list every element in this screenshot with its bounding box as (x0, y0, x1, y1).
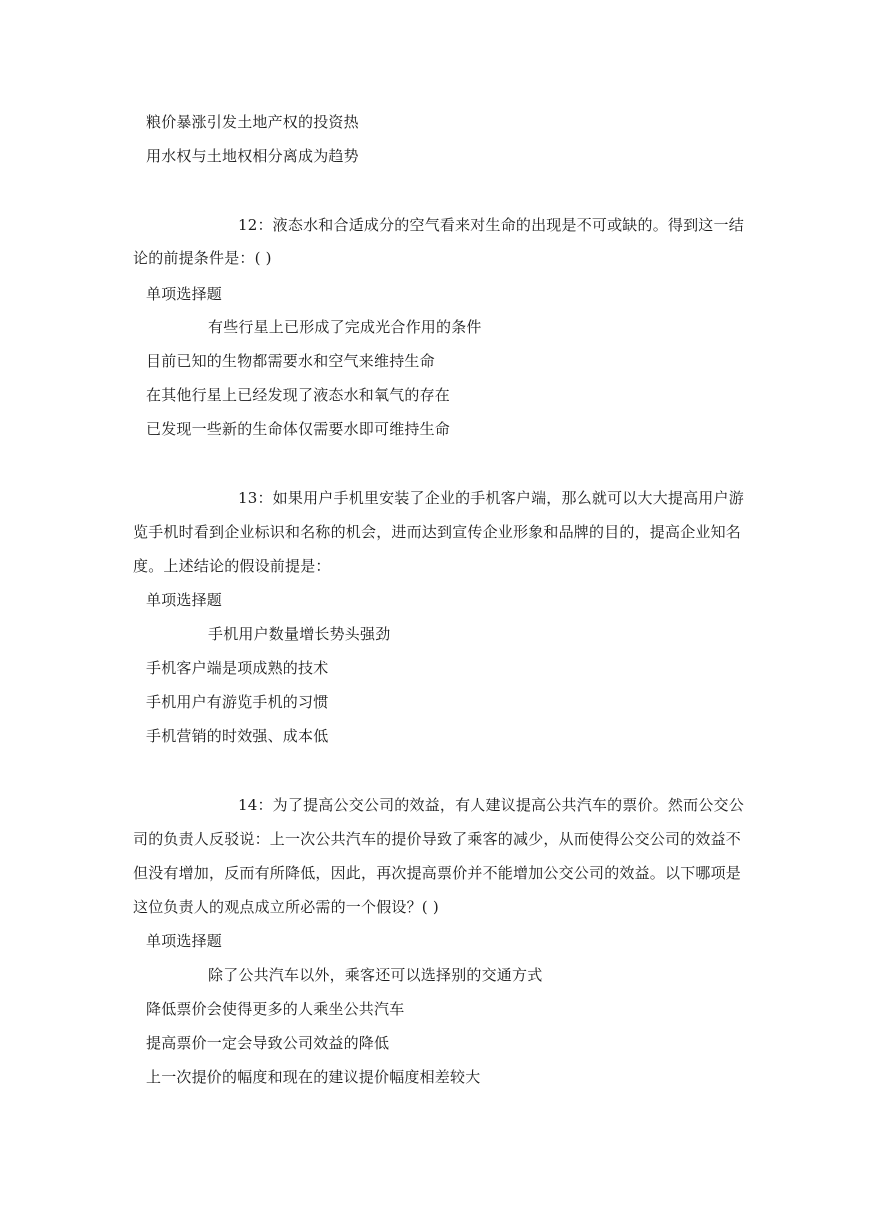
question-14-option-3: 提高票价一定会导致公司效益的降低 (146, 1034, 390, 1052)
question-14-option-4: 上一次提价的幅度和现在的建议提价幅度相差较大 (146, 1068, 481, 1086)
question-12-type: 单项选择题 (146, 285, 223, 303)
question-13-stem-line-1: 13：如果用户手机里安装了企业的手机客户端，那么就可以大大提高用户游 (238, 489, 744, 507)
question-12-option-1: 有些行星上已形成了完成光合作用的条件 (208, 318, 482, 336)
question-14-type: 单项选择题 (146, 932, 223, 950)
question-12-stem-line-1: 12：液态水和合适成分的空气看来对生命的出现是不可或缺的。得到这一结 (238, 216, 744, 234)
question-14-stem-line-1: 14：为了提高公交公司的效益，有人建议提高公共汽车的票价。然而公交公 (238, 796, 744, 814)
prev-option-2: 用水权与土地权相分离成为趋势 (146, 147, 359, 165)
question-13-stem-line-3: 度。上述结论的假设前提是： (133, 557, 331, 575)
question-12-option-2: 目前已知的生物都需要水和空气来维持生命 (146, 352, 435, 370)
prev-option-1: 粮价暴涨引发土地产权的投资热 (146, 113, 359, 131)
question-14-stem-line-2: 司的负责人反驳说：上一次公共汽车的提价导致了乘客的减少，从而使得公交公司的效益不 (133, 830, 742, 848)
question-14-option-2: 降低票价会使得更多的人乘坐公共汽车 (146, 1000, 405, 1018)
question-12-option-4: 已发现一些新的生命体仅需要水即可维持生命 (146, 420, 451, 438)
question-13-option-3: 手机用户有游览手机的习惯 (146, 693, 329, 711)
question-12-stem-line-2: 论的前提条件是：( ) (133, 249, 272, 267)
question-13-stem-line-2: 览手机时看到企业标识和名称的机会，进而达到宣传企业形象和品牌的目的，提高企业知名 (133, 523, 742, 541)
question-14-stem-line-4: 这位负责人的观点成立所必需的一个假设？( ) (133, 898, 439, 916)
question-13-option-2: 手机客户端是项成熟的技术 (146, 659, 329, 677)
question-13-option-1: 手机用户数量增长势头强劲 (208, 625, 391, 643)
question-14-option-1: 除了公共汽车以外，乘客还可以选择别的交通方式 (208, 966, 543, 984)
question-14-stem-line-3: 但没有增加，反而有所降低，因此，再次提高票价并不能增加公交公司的效益。以下哪项是 (133, 864, 742, 882)
question-12-option-3: 在其他行星上已经发现了液态水和氧气的存在 (146, 386, 451, 404)
question-13-type: 单项选择题 (146, 591, 223, 609)
question-13-option-4: 手机营销的时效强、成本低 (146, 727, 329, 745)
